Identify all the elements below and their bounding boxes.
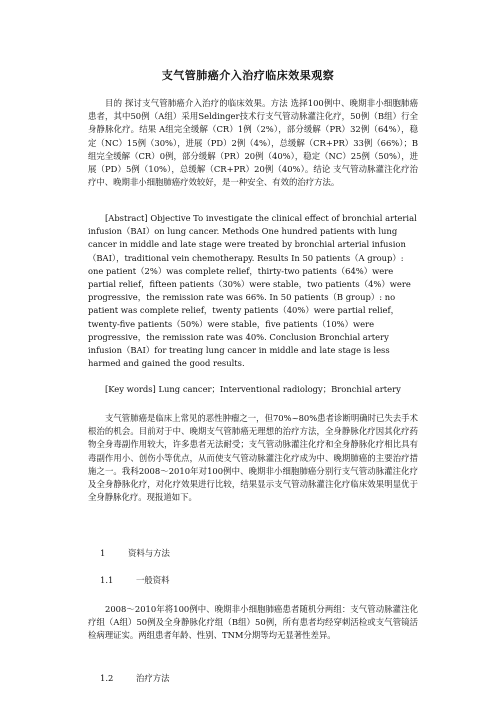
section-heading-1-1	[100, 574, 170, 587]
english-abstract: [Abstract] Objective To investigate the clinical effect of bronchial arterial infusion（BAI）on lung cancer. Methods One hundred patients with lung cancer in middle and late stage were treated by bronchial arterial infusion（BAI），traditional vein chemotherapy. Results In 50 patients（A group）: one patient（2%）was complete relief，thirty-two patients（64%）were partial relief，fifteen patients（30%）were stable，two patients（4%）were progressive，the remission rate was 66%. In 50 patients（B group）: no patient was complete relief，twenty patients（40%）were partial relief，twenty-five patients（50%）were stable，five patients（10%）were progressive，the remission rate was 40%. Conclusion Bronchial artery infusion（BAI）for treating lung cancer in middle and late stage is less harmed and gained the good results.	[88, 213, 417, 369]
general-data-paragraph: 2008～2010年将100例中、晚期非小细胞肺癌患者随机分两组：支气管动脉灌注化疗组（A组）50例及全身静脉化疗组（B组）50例，所有患者均经穿刺活检或支气管镜活检病理证实。两组患者年龄、性别、TNM分期等均无显著性差异。	[88, 604, 418, 641]
section-heading-1-2	[100, 672, 170, 685]
chinese-abstract: 目的 探讨支气管肺癌介入治疗的临床效果。方法 选择100例中、晚期非小细胞肺癌患者，其中50例（A组）采用Seldinger技术行支气管动脉灌注化疗，50例（B组）行全身静脉化疗。结果 A组完全缓解（CR）1例（2%），部分缓解（PR）32例（64%），稳定（NC）15例（30%），进展（PD）2例（4%），总缓解（CR+PR）33例（66%）；B组完全缓解（CR）0例，部分缓解（PR）20例（40%），稳定（NC）25例（50%），进展（PD）5例（10%），总缓解（CR+PR）20例（40%）。结论 支气管动脉灌注化疗治疗中、晚期非小细胞肺癌疗效较好，是一种安全、有效的治疗方法。	[88, 98, 418, 188]
section-number: 1	[100, 548, 106, 558]
section-title: 治疗方法	[136, 673, 170, 683]
document-title: 支气管肺癌介入治疗临床效果观察	[161, 69, 335, 82]
section-heading-1	[100, 547, 170, 560]
section-number: 1.2	[100, 673, 114, 683]
introduction-paragraph: 支气管肺癌是临床上常见的恶性肿瘤之一，但70%~80%患者诊断明确时已失去手术根治的机会。目前对于中、晚期支气管肺癌无理想的治疗方法，全身静脉化疗因其化疗药物全身毒副作用较大，许多患者无法耐受；支气管动脉灌注化疗和全身静脉化疗相比具有毒副作用小、创伤小等优点，从而使支气管动脉灌注化疗成为中、晚期肺癌的主要治疗措施之一。我科2008～2010年对100例中、晚期非小细胞肺癌分别行支气管动脉灌注化疗及全身静脉化疗，对化疗效果进行比较，结果显示支气管动脉灌注化疗临床效果明显优于全身静脉化疗。现报道如下。	[88, 413, 418, 503]
english-keywords: [Key words] Lung cancer；Interventional radiology；Bronchial artery	[105, 384, 401, 394]
section-title: 资料与方法	[128, 548, 170, 558]
section-number: 1.1	[100, 575, 114, 585]
section-title: 一般资料	[136, 575, 170, 585]
